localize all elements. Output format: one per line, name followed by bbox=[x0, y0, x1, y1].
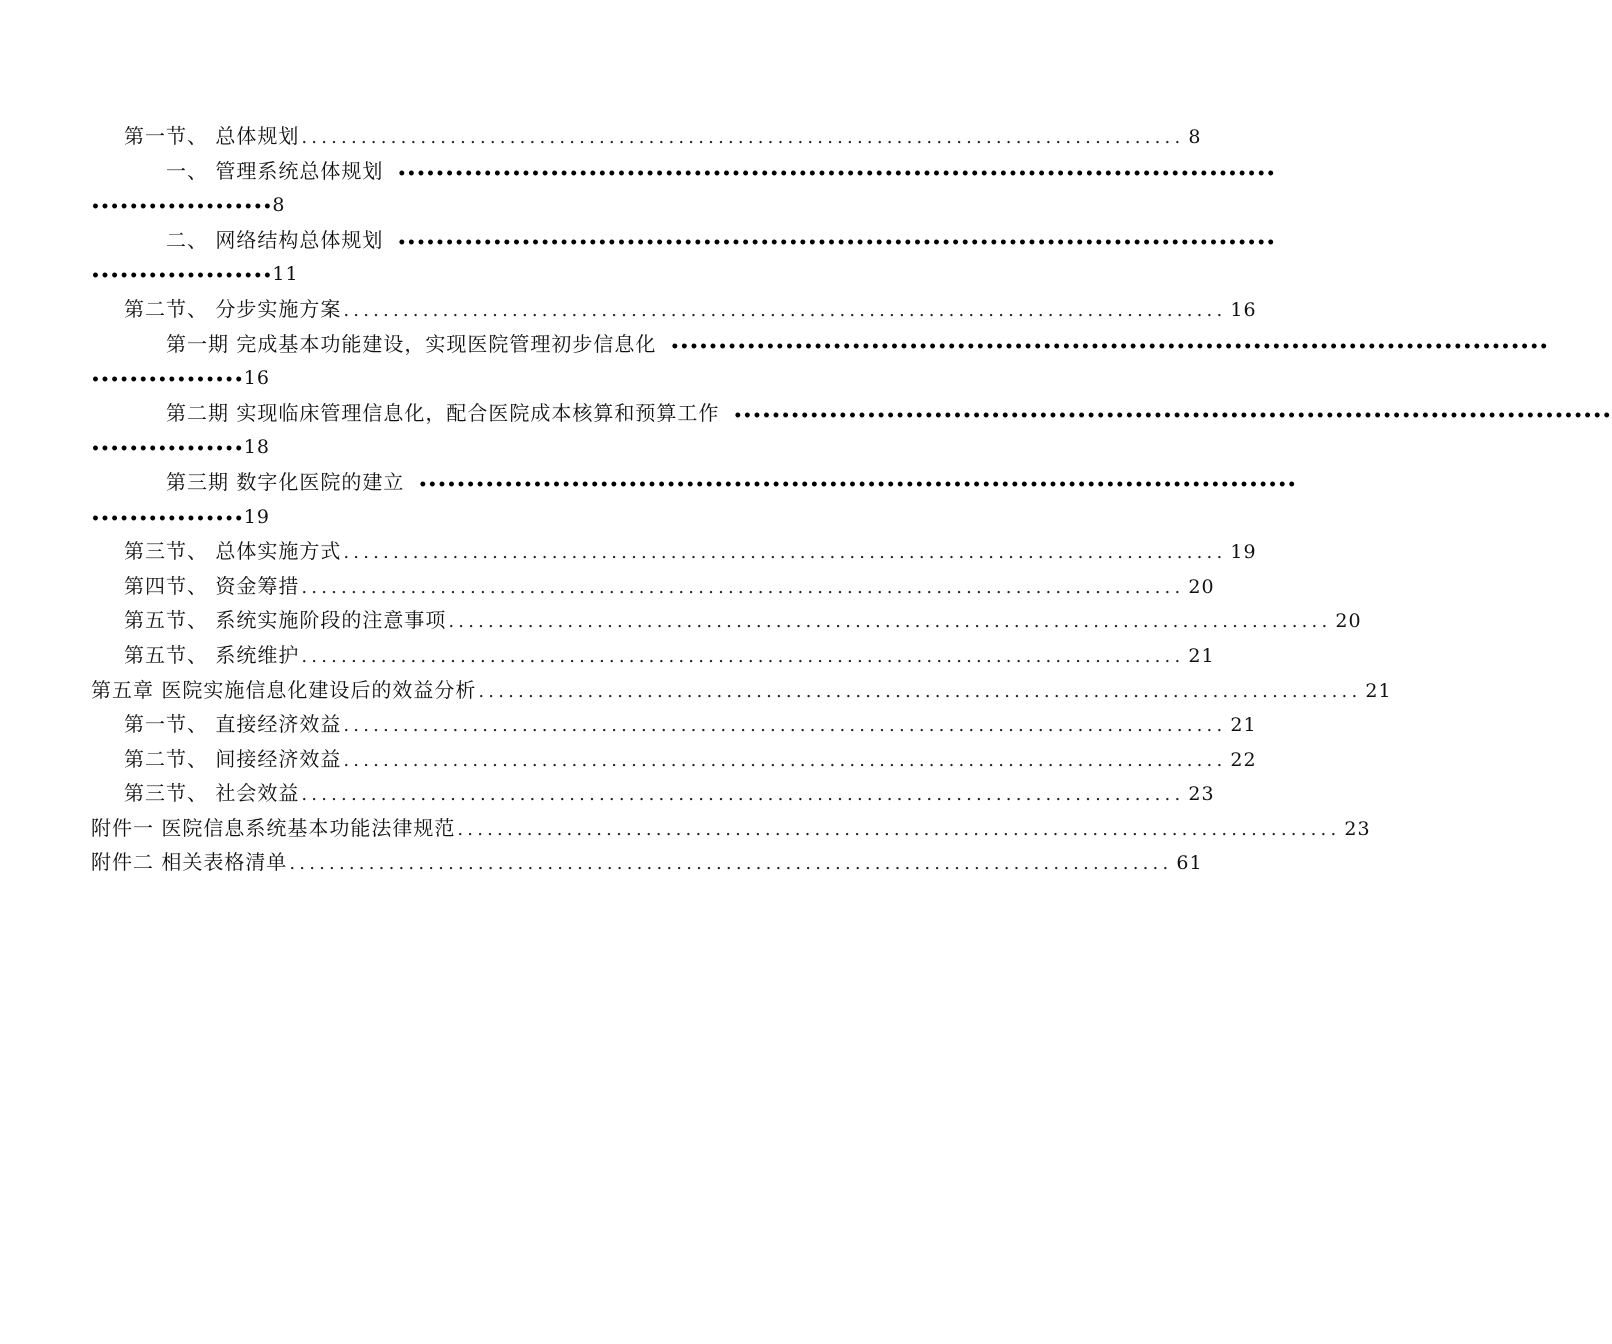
dot-leader: ......................................................................................... bbox=[448, 611, 1332, 633]
toc-entry-label: 第一节、 总体规划 bbox=[124, 124, 300, 148]
toc-entry-page: 20 bbox=[1335, 610, 1362, 633]
toc-entry-page: 21 bbox=[1188, 644, 1215, 667]
dot-leader: ......................................................................................... bbox=[478, 680, 1362, 702]
toc-entry-chapter[interactable] bbox=[0, 673, 1392, 708]
toc-entry-section[interactable] bbox=[0, 603, 1362, 638]
toc-entry-label: 第三期 数字化医院的建立 bbox=[166, 469, 405, 494]
toc-entry-page: 11 bbox=[272, 263, 299, 286]
toc-entry-label: 第二节、 分步实施方案 bbox=[124, 296, 342, 321]
dot-leader: ......................................................................................... bbox=[301, 645, 1185, 667]
toc-entry-subsection[interactable] bbox=[0, 465, 1297, 534]
dot-leader: •••••••••••••••• bbox=[91, 510, 244, 527]
toc-entry-appendix[interactable] bbox=[0, 845, 1203, 880]
toc-entry-section[interactable] bbox=[0, 569, 1215, 604]
toc-entry-subsection[interactable] bbox=[0, 327, 1549, 396]
table-of-contents bbox=[0, 119, 1612, 880]
toc-entry-page: 8 bbox=[272, 194, 286, 217]
dot-leader: ......................................................................................... bbox=[343, 749, 1227, 771]
toc-entry-subsection[interactable] bbox=[0, 223, 1276, 292]
dot-leader: •••••••••••••••• bbox=[91, 441, 244, 458]
toc-entry-page: 22 bbox=[1230, 748, 1257, 771]
toc-entry-label: 二、 网络结构总体规划 bbox=[166, 227, 384, 252]
toc-entry-page: 18 bbox=[243, 436, 270, 459]
toc-entry-section[interactable] bbox=[0, 707, 1257, 742]
toc-entry-label: 第二期 实现临床管理信息化，配合医院成本核算和预算工作 bbox=[166, 400, 720, 425]
toc-entry-label: 第三节、 社会效益 bbox=[124, 781, 300, 806]
dot-leader: ......................................................................................... bbox=[457, 818, 1341, 840]
toc-entry-label: 一、 管理系统总体规划 bbox=[166, 158, 384, 183]
toc-entry-page: 61 bbox=[1176, 852, 1203, 875]
dot-leader: •••••••••••••••••••••••••••••••••••••••••••••••••••••••••••••••••••••••••••••••••••••••••••• bbox=[670, 338, 1549, 355]
toc-entry-label: 第四节、 资金筹措 bbox=[124, 573, 300, 598]
dot-leader: •••••••••••••••• bbox=[91, 372, 244, 389]
toc-entry-label: 第一期 完成基本功能建设，实现医院管理初步信息化 bbox=[166, 331, 657, 356]
dot-leader: ......................................................................................... bbox=[343, 715, 1227, 737]
toc-entry-page: 21 bbox=[1230, 714, 1257, 737]
toc-entry-page: 19 bbox=[1230, 541, 1257, 564]
dot-leader: ......................................................................................... bbox=[301, 784, 1185, 806]
toc-entry-section[interactable] bbox=[0, 742, 1257, 777]
toc-entry-section[interactable] bbox=[0, 119, 1202, 154]
toc-entry-label: 第五节、 系统维护 bbox=[124, 642, 300, 667]
toc-entry-page: 23 bbox=[1344, 817, 1371, 840]
toc-entry-label: 第五节、 系统实施阶段的注意事项 bbox=[124, 608, 447, 633]
toc-entry-label: 第三节、 总体实施方式 bbox=[124, 539, 342, 564]
toc-entry-section[interactable] bbox=[0, 776, 1215, 811]
dot-leader: ......................................................................................... bbox=[289, 853, 1173, 875]
toc-entry-label: 第二节、 间接经济效益 bbox=[124, 746, 342, 771]
toc-entry-page: 19 bbox=[243, 505, 270, 528]
toc-entry-label: 附件一 医院信息系统基本功能法律规范 bbox=[91, 815, 456, 840]
dot-leader: ••••••••••••••••••• bbox=[91, 268, 273, 285]
toc-entry-page: 21 bbox=[1365, 679, 1392, 702]
toc-entry-page: 16 bbox=[1230, 298, 1257, 321]
dot-leader: •••••••••••••••••••••••••••••••••••••••••••••••••••••••••••••••••••••••••••••••••••••••••••• bbox=[397, 234, 1276, 251]
dot-leader: ......................................................................................... bbox=[343, 542, 1227, 564]
toc-entry-label: 附件二 相关表格清单 bbox=[91, 850, 288, 875]
toc-entry-section[interactable] bbox=[0, 638, 1215, 673]
dot-leader: ......................................................................................... bbox=[343, 299, 1227, 321]
toc-entry-page: 16 bbox=[243, 367, 270, 390]
toc-entry-label: 第一节、 直接经济效益 bbox=[124, 712, 342, 737]
dot-leader: •••••••••••••••••••••••••••••••••••••••••••••••••••••••••••••••••••••••••••••••••••••••••••• bbox=[418, 476, 1297, 493]
toc-entry-subsection[interactable] bbox=[0, 154, 1276, 223]
toc-entry-subsection[interactable] bbox=[0, 396, 1612, 465]
dot-leader: •••••••••••••••••••••••••••••••••••••••••••••••••••••••••••••••••••••••••••••••••••••••••••• bbox=[733, 407, 1612, 424]
dot-leader: ••••••••••••••••••• bbox=[91, 199, 273, 216]
dot-leader: ......................................................................................... bbox=[301, 576, 1185, 598]
dot-leader: ......................................................................................... bbox=[301, 127, 1185, 148]
toc-entry-section[interactable] bbox=[0, 292, 1257, 327]
toc-entry-page: 23 bbox=[1188, 783, 1215, 806]
toc-entry-page: 8 bbox=[1188, 126, 1202, 148]
toc-entry-section[interactable] bbox=[0, 534, 1257, 569]
toc-entry-appendix[interactable] bbox=[0, 811, 1371, 846]
toc-entry-label: 第五章 医院实施信息化建设后的效益分析 bbox=[91, 677, 477, 702]
toc-entry-page: 20 bbox=[1188, 575, 1215, 598]
dot-leader: •••••••••••••••••••••••••••••••••••••••••••••••••••••••••••••••••••••••••••••••••••••••••••• bbox=[397, 165, 1276, 182]
